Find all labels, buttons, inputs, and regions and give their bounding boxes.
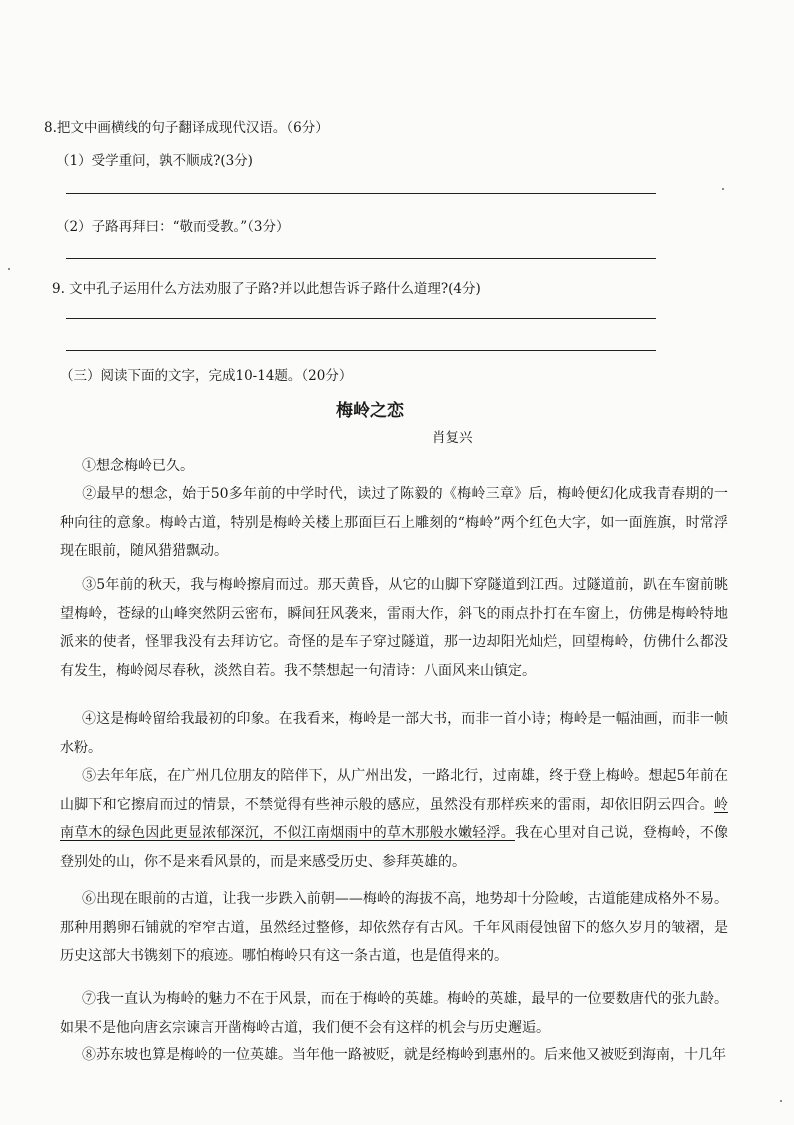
article-paragraph-6: ⑥出现在眼前的古道，让我一步跌入前朝——梅岭的海拔不高，地势却十分险峻，古道能建成格外不易。那种用鹅卵石铺就的窄窄古道，虽然经过整修，却依然存有古风。千年风雨侵蚀留下的悠久岁月的皱褶，是历史这部大书镌刻下的痕迹。哪怕梅岭只有这一条古道，也是值得来的。 [60,891,728,965]
article-author: 肖复兴 [432,430,473,446]
answer-line [66,258,656,259]
article-paragraph-3: ③5年前的秋天，我与梅岭擦肩而过。那天黄昏，从它的山脚下穿隧道到江西。过隧道前，趴在车窗前眺望梅岭，苍绿的山峰突然阴云密布，瞬间狂风袭来，雷雨大作，斜飞的雨点扑打在车窗上，仿佛是梅岭特地派来的使者，怪罪我没有去拜访它。奇怪的是车子穿过隧道，那一边却阳光灿烂，回望梅岭，仿佛什么都没有发生，梅岭阅尽春秋，淡然自若。我不禁想起一句清诗：八面风来山镇定。 [60,577,728,679]
article-paragraph-8: ⑧苏东坡也算是梅岭的一位英雄。当年他一路被贬，就是经梅岭到惠州的。后来他又被贬到海南，十几年 [82,1047,726,1063]
answer-line [66,193,656,194]
article-paragraph-7: ⑦我一直认为梅岭的魅力不在于风景，而在于梅岭的英雄。梅岭的英雄，最早的一位要数唐代的张九龄。如果不是他向唐玄宗谏言开凿梅岭古道，我们便不会有这样的机会与历史邂逅。 [60,991,728,1036]
question-8-item-1: （1）受学重问，孰不顺成?(3分) [56,153,253,169]
scan-speck [8,268,10,270]
article-title: 梅岭之恋 [336,401,404,421]
question-8-item-2: （2）子路再拜曰：“敬而受教。”（3分） [56,219,290,235]
article-paragraph-4: ④这是梅岭留给我最初的印象。在我看来，梅岭是一部大书，而非一首小诗；梅岭是一幅油画，而非一帧水粉。 [60,711,728,756]
underlined-sentence: 岭南草木的绿色因此更显浓郁深沉，不似江南烟雨中的草木那般水嫩轻浮。 [60,796,728,842]
article-paragraph-2: ②最早的想念，始于50多年前的中学时代，读过了陈毅的《梅岭三章》后，梅岭便幻化成我青春期的一种向往的意象。梅岭古道，特别是梅岭关楼上那面巨石上雕刻的“梅岭”两个红色大字，如一面旌旗，时常浮现在眼前，随风猎猎飘动。 [60,486,728,560]
question-9-stem: 9. 文中孔子运用什么方法劝服了子路?并以此想告诉子路什么道理?(4分) [52,281,481,297]
answer-line [66,318,656,319]
article-paragraph-1: ①想念梅岭已久。 [82,458,194,474]
scan-speck [780,1100,782,1102]
article-paragraph-5: ⑤去年年底，在广州几位朋友的陪伴下，从广州出发，一路北行，过南雄，终于登上梅岭。想起5年前在山脚下和它擦肩而过的情景，不禁觉得有些神示般的感应，虽然没有那样疾来的雷雨，却依旧阴云四合。岭南草木的绿色因此更显浓郁深沉，不似江南烟雨中的草木那般水嫩轻浮。我在心里对自己说，登梅岭，不像登别处的山，你不是来看风景的，而是来感受历史、参拜英雄的。 [60,768,729,870]
question-8-stem: 8.把文中画横线的句子翻译成现代汉语。（6分） [44,120,329,136]
answer-line [66,350,656,351]
section-3-heading: （三）阅读下面的文字，完成10-14题。（20分） [60,368,353,384]
scan-speck [722,188,724,190]
